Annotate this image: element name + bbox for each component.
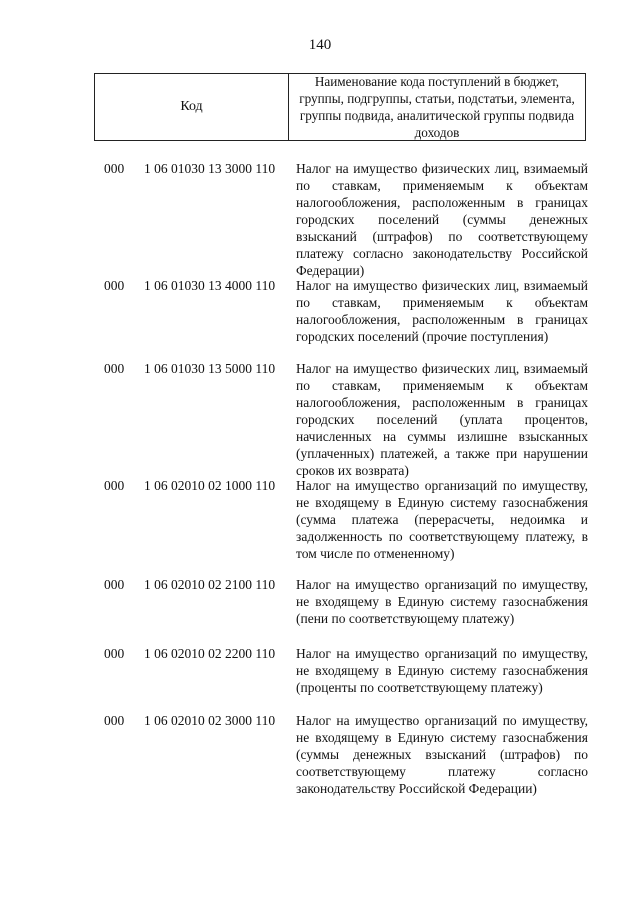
budget-code: 1 06 01030 13 5000 110 (144, 361, 276, 376)
table-row (0, 477, 640, 576)
table-row (0, 277, 640, 360)
code-description: Налог на имущество организаций по имуществу, не входящему в Единую систему газоснабжения (пени по соответствующему платежу) (296, 577, 588, 626)
budget-code: 1 06 01030 13 4000 110 (144, 278, 276, 293)
header-name-cell: Наименование кода поступлений в бюджет, группы, подгруппы, статьи, подстатьи, элемента, группы подвида, аналитической группы подвида доходов (299, 74, 575, 140)
table-row (0, 645, 640, 712)
code-description: Налог на имущество физических лиц, взимаемый по ставкам, применяемым к объектам налогообложения, расположенным в границах городских поселений (прочие поступления) (296, 278, 588, 344)
table-row (0, 712, 640, 822)
code-description: Налог на имущество физических лиц, взимаемый по ставкам, применяемым к объектам налогообложения, расположенным в границах городских поселений (суммы денежных взысканий (штрафов) по соответствующему платежу согласно законодательству Российской Федерации) (296, 161, 588, 278)
table-row (0, 576, 640, 645)
admin-code: 000 (104, 713, 125, 728)
admin-code: 000 (104, 646, 125, 661)
budget-code: 1 06 01030 13 3000 110 (144, 161, 276, 176)
table-row (0, 160, 640, 277)
code-description: Налог на имущество организаций по имуществу, не входящему в Единую систему газоснабжения (проценты по соответствующему платежу) (296, 646, 588, 695)
header-code-cell: Код (95, 74, 289, 140)
table-body (0, 160, 640, 822)
admin-code: 000 (104, 278, 125, 293)
code-description: Налог на имущество организаций по имуществу, не входящему в Единую систему газоснабжения (сумма платежа (перерасчеты, недоимка и задолженность по соответствующему платежу, в том числе по отмененному) (296, 478, 588, 561)
budget-code: 1 06 02010 02 1000 110 (144, 478, 276, 493)
page-number: 140 (308, 37, 332, 53)
admin-code: 000 (104, 161, 125, 176)
admin-code: 000 (104, 361, 125, 376)
budget-code: 1 06 02010 02 3000 110 (144, 713, 276, 728)
code-description: Налог на имущество организаций по имуществу, не входящему в Единую систему газоснабжения (суммы денежных взысканий (штрафов) по соответствующему платежу согласно законодательству Российской Федерации) (296, 713, 588, 796)
budget-code: 1 06 02010 02 2100 110 (144, 577, 276, 592)
admin-code: 000 (104, 478, 125, 493)
code-description: Налог на имущество физических лиц, взимаемый по ставкам, применяемым к объектам налогообложения, расположенным в границах городских поселений (уплата процентов, начисленных на суммы излишне взысканных (уплаченных) платежей, а также при нарушении сроков их возврата) (296, 361, 588, 478)
table-header (94, 73, 586, 141)
admin-code: 000 (104, 577, 125, 592)
table-row (0, 360, 640, 477)
budget-code: 1 06 02010 02 2200 110 (144, 646, 276, 661)
